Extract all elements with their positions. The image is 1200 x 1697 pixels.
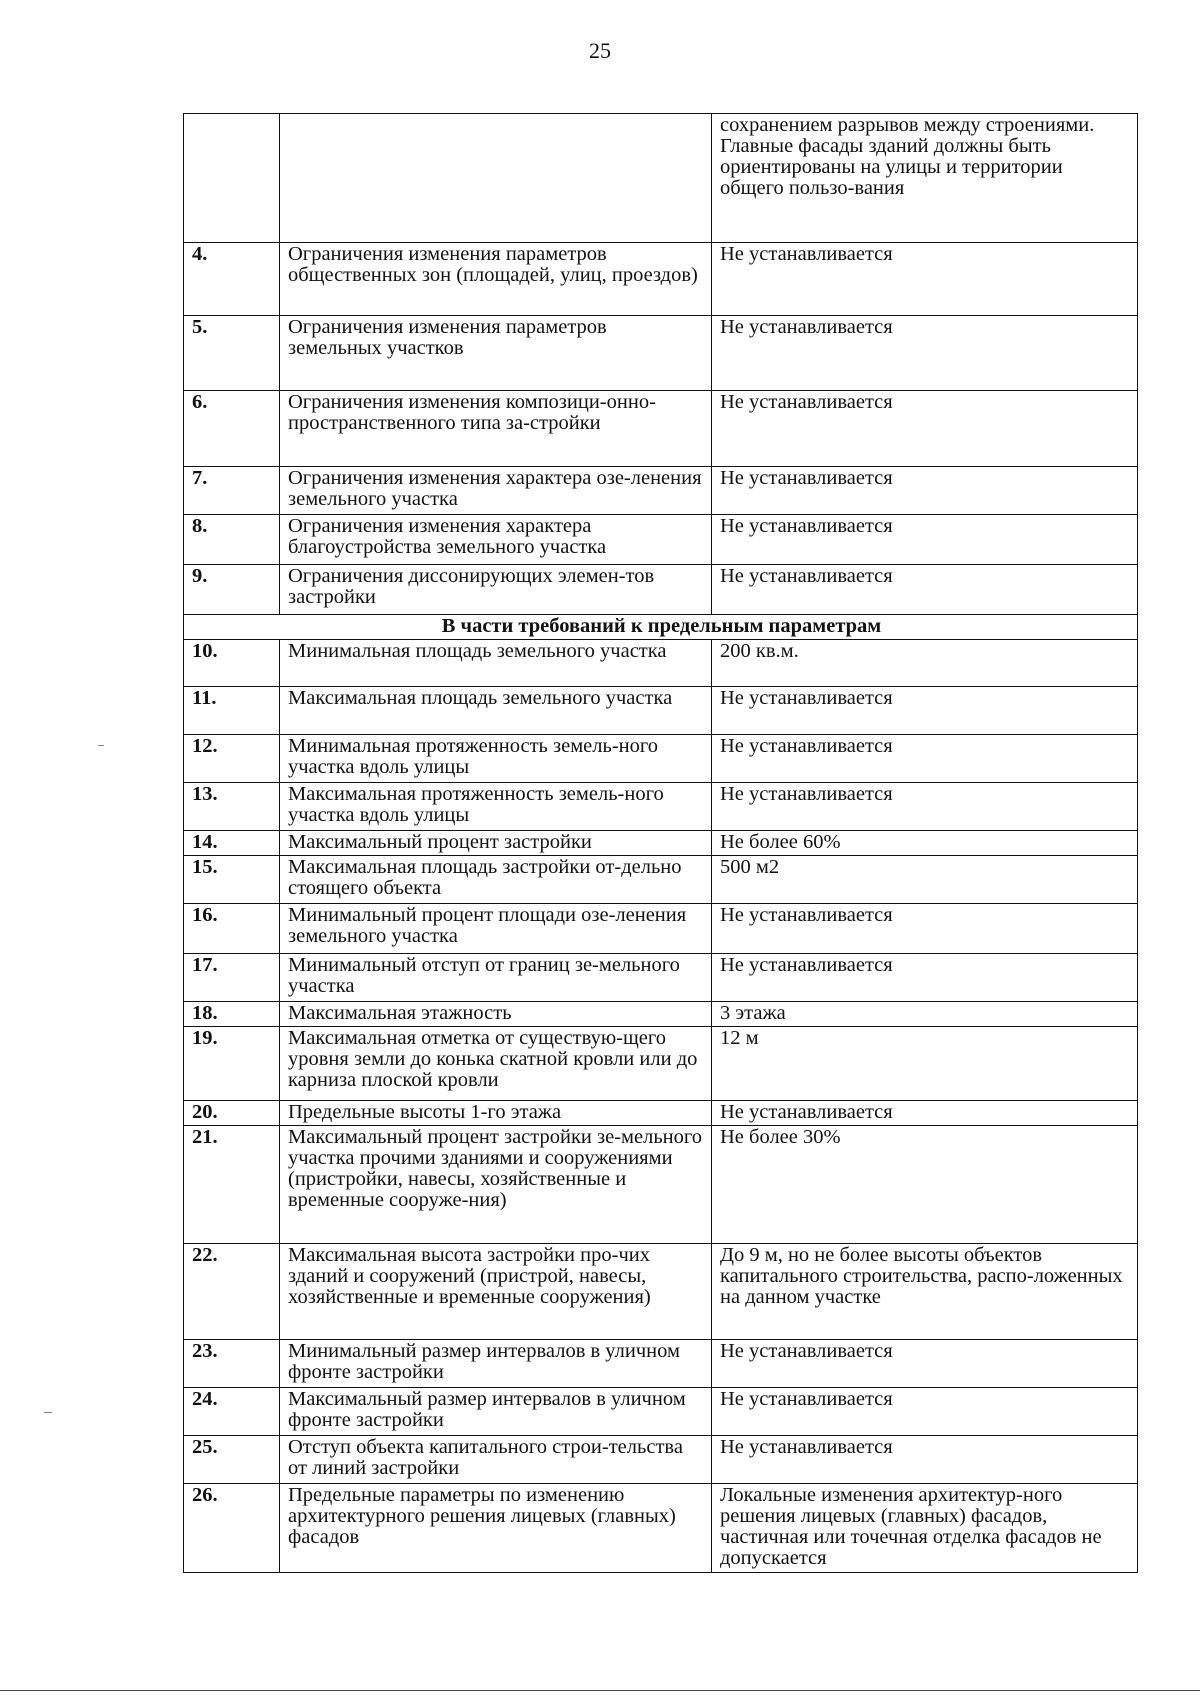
parameter-value: Не более 60%: [712, 831, 1138, 856]
row-number: 6.: [184, 391, 280, 467]
section-heading: В части требований к предельным параметрам: [184, 615, 1138, 640]
table-row: [184, 1388, 1138, 1436]
row-number: 13.: [184, 783, 280, 831]
parameter-name: Минимальная площадь земельного участка: [280, 640, 712, 687]
parameter-value: 500 м2: [712, 856, 1138, 904]
parameter-value: 12 м: [712, 1027, 1138, 1101]
row-number: [184, 114, 280, 243]
table-row: [184, 831, 1138, 856]
row-number: 14.: [184, 831, 280, 856]
parameter-name: Максимальный размер интервалов в уличном фронте застройки: [280, 1388, 712, 1436]
parameter-value: Не устанавливается: [712, 515, 1138, 565]
parameter-value: Не устанавливается: [712, 954, 1138, 1002]
row-number: 22.: [184, 1244, 280, 1340]
parameter-value: Не устанавливается: [712, 1436, 1138, 1484]
parameter-name: Минимальный процент площади озе-ленения земельного участка: [280, 904, 712, 954]
parameter-name: Максимальная протяженность земель-ного участка вдоль улицы: [280, 783, 712, 831]
table-row: [184, 467, 1138, 515]
table-row: [184, 391, 1138, 467]
parameter-name: Минимальная протяженность земель-ного участка вдоль улицы: [280, 735, 712, 783]
parameter-value: Не устанавливается: [712, 783, 1138, 831]
parameter-name: [280, 114, 712, 243]
parameter-name: Минимальный отступ от границ зе-мельного участка: [280, 954, 712, 1002]
table-row: [184, 856, 1138, 904]
row-number: 7.: [184, 467, 280, 515]
row-number: 23.: [184, 1340, 280, 1388]
row-number: 20.: [184, 1101, 280, 1126]
row-number: 11.: [184, 687, 280, 735]
parameter-value: Не устанавливается: [712, 316, 1138, 391]
page-bottom-edge: [0, 1690, 1200, 1691]
table-row: [184, 1002, 1138, 1027]
parameter-name: Предельные параметры по изменению архитектурного решения лицевых (главных) фасадов: [280, 1484, 712, 1573]
parameter-value: Не устанавливается: [712, 1101, 1138, 1126]
table-row: [184, 114, 1138, 243]
row-number: 17.: [184, 954, 280, 1002]
row-number: 12.: [184, 735, 280, 783]
row-number: 16.: [184, 904, 280, 954]
table-row: [184, 316, 1138, 391]
row-number: 5.: [184, 316, 280, 391]
table-row: [184, 954, 1138, 1002]
table-row: [184, 1436, 1138, 1484]
parameter-value: Локальные изменения архитектур-ного решения лицевых (главных) фасадов, частичная или точечная отделка фасадов не допускается: [712, 1484, 1138, 1573]
parameter-value: Не устанавливается: [712, 565, 1138, 615]
row-number: 21.: [184, 1126, 280, 1244]
parameter-name: Минимальный размер интервалов в уличном фронте застройки: [280, 1340, 712, 1388]
table-row: [184, 1027, 1138, 1101]
parameter-name: Максимальный процент застройки: [280, 831, 712, 856]
row-number: 25.: [184, 1436, 280, 1484]
table-row: [184, 1101, 1138, 1126]
table-row: [184, 243, 1138, 316]
parameter-value: Не устанавливается: [712, 1340, 1138, 1388]
table-row: [184, 783, 1138, 831]
row-number: 18.: [184, 1002, 280, 1027]
parameter-value: Не устанавливается: [712, 243, 1138, 316]
page-number: 25: [589, 38, 611, 63]
parameter-name: Отступ объекта капитального строи-тельства от линий застройки: [280, 1436, 712, 1484]
parameter-value: Не устанавливается: [712, 687, 1138, 735]
parameter-value: Не устанавливается: [712, 1388, 1138, 1436]
row-number: 8.: [184, 515, 280, 565]
row-number: 4.: [184, 243, 280, 316]
row-number: 10.: [184, 640, 280, 687]
parameter-name: Максимальная высота застройки про-чих зданий и сооружений (пристрой, навесы, хозяйственные и временные сооружения): [280, 1244, 712, 1340]
parameter-value: 200 кв.м.: [712, 640, 1138, 687]
row-number: 19.: [184, 1027, 280, 1101]
parameter-value: Не устанавливается: [712, 467, 1138, 515]
table-row: [184, 735, 1138, 783]
scan-mark: [98, 745, 104, 746]
regulations-table: [183, 113, 1138, 1573]
row-number: 15.: [184, 856, 280, 904]
parameter-name: Максимальный процент застройки зе-мельного участка прочими зданиями и сооружениями (пристройки, навесы, хозяйственные и временные сооруже-ния): [280, 1126, 712, 1244]
table-row: [184, 1484, 1138, 1573]
table-row: [184, 565, 1138, 615]
parameter-name: Максимальная площадь земельного участка: [280, 687, 712, 735]
table-row: [184, 1340, 1138, 1388]
table-row: [184, 1126, 1138, 1244]
parameter-name: Ограничения изменения композици-онно-пространственного типа за-стройки: [280, 391, 712, 467]
parameter-name: Максимальная этажность: [280, 1002, 712, 1027]
parameter-value: До 9 м, но не более высоты объектов капитального строительства, распо-ложенных на данном участке: [712, 1244, 1138, 1340]
parameter-value: Не устанавливается: [712, 735, 1138, 783]
table-row: [184, 687, 1138, 735]
table-row: [184, 515, 1138, 565]
row-number: 24.: [184, 1388, 280, 1436]
parameter-value: Не более 30%: [712, 1126, 1138, 1244]
section-row: [184, 615, 1138, 640]
parameter-name: Ограничения диссонирующих элемен-тов застройки: [280, 565, 712, 615]
table-row: [184, 904, 1138, 954]
parameter-name: Максимальная отметка от существую-щего уровня земли до конька скатной кровли или до карниза плоской кровли: [280, 1027, 712, 1101]
row-number: 26.: [184, 1484, 280, 1573]
parameter-value: Не устанавливается: [712, 904, 1138, 954]
parameter-name: Ограничения изменения параметров земельных участков: [280, 316, 712, 391]
parameter-name: Ограничения изменения характера озе-ленения земельного участка: [280, 467, 712, 515]
parameter-name: Максимальная площадь застройки от-дельно стоящего объекта: [280, 856, 712, 904]
parameter-value: 3 этажа: [712, 1002, 1138, 1027]
parameter-name: Предельные высоты 1-го этажа: [280, 1101, 712, 1126]
parameter-value: сохранением разрывов между строениями. Главные фасады зданий должны быть ориентированы на улицы и территории общего пользо-вания: [712, 114, 1138, 243]
parameter-value: Не устанавливается: [712, 391, 1138, 467]
row-number: 9.: [184, 565, 280, 615]
table-row: [184, 1244, 1138, 1340]
parameter-name: Ограничения изменения характера благоустройства земельного участка: [280, 515, 712, 565]
scan-mark: [44, 1412, 52, 1413]
table-row: [184, 640, 1138, 687]
parameter-name: Ограничения изменения параметров общественных зон (площадей, улиц, проездов): [280, 243, 712, 316]
